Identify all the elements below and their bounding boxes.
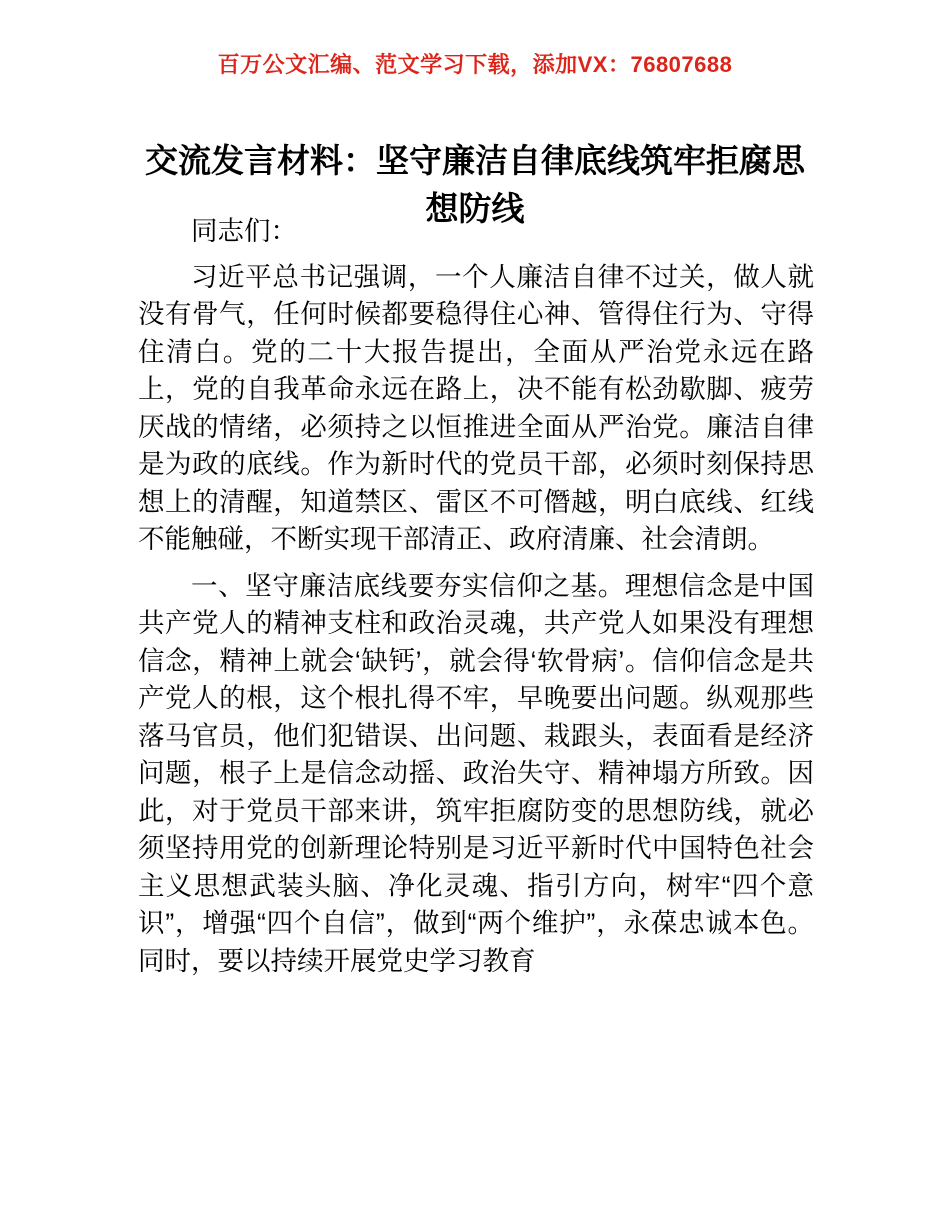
document-body <box>138 213 814 983</box>
paragraph-opening: 习近平总书记强调，一个人廉洁自律不过关，做人就没有骨气，任何时候都要稳得住心神、管得住行为、守得住清白。党的二十大报告提出，全面从严治党永远在路上，党的自我革命永远在路上，决不能有松劲歇脚、疲劳厌战的情绪，必须持之以恒推进全面从严治党。廉洁自律是为政的底线。作为新时代的党员干部，必须时刻保持思想上的清醒，知道禁区、雷区不可僭越，明白底线、红线不能触碰，不断实现干部清正、政府清廉、社会清朗。 <box>138 261 814 554</box>
paragraph-salutation: 同志们： <box>191 216 297 246</box>
document-title: 交流发言材料：坚守廉洁自律底线筑牢拒腐思想防线 <box>145 142 805 228</box>
promo-banner-text: 百万公文汇编、范文学习下载，添加VX：76807688 <box>217 52 733 77</box>
paragraph-section-one: 一、坚守廉洁底线要夯实信仰之基。理想信念是中国共产党人的精神支柱和政治灵魂，共产党人如果没有理想信念，精神上就会‘缺钙’，就会得‘软骨病’。信仰信念是共产党人的根，这个根扎得不牢，早晚要出问题。纵观那些落马官员，他们犯错误、出问题、栽跟头，表面看是经济问题，根子上是信念动摇、政治失守、精神塌方所致。因此，对于党员干部来讲，筑牢拒腐防变的思想防线，就必须坚持用党的创新理论特别是习近平新时代中国特色社会主义思想武装头脑、净化灵魂、指引方向，树牢“四个意识”，增强“四个自信”，做到“两个维护”，永葆忠诚本色。同时，要以持续开展党史学习教育 <box>138 570 814 976</box>
